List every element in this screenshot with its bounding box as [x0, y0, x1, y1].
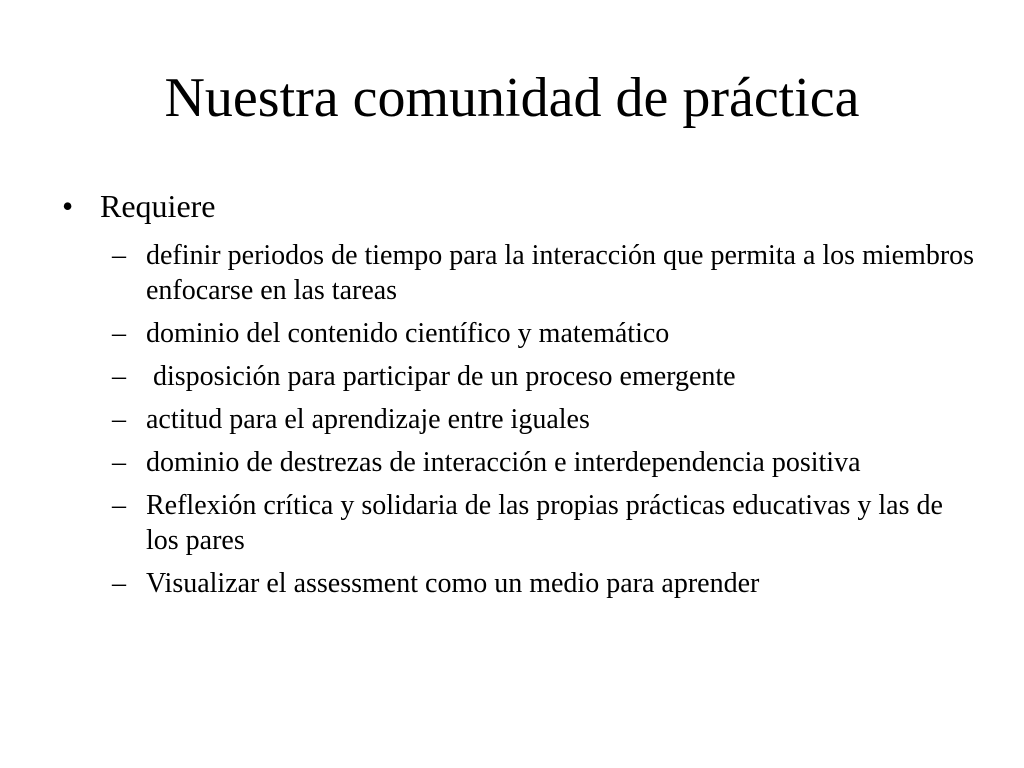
sub-bullet-text: definir periodos de tiempo para la interacción que permita a los miembros enfocarse en las tareas — [146, 240, 982, 306]
sub-bullet-item — [112, 359, 982, 394]
dash-marker: – — [112, 404, 126, 435]
dash-marker: – — [112, 318, 126, 349]
sub-bullet-item — [112, 316, 982, 351]
sub-bullet-text: dominio de destrezas de interacción e interdependencia positiva — [146, 447, 861, 478]
slide-title: Nuestra comunidad de práctica — [164, 67, 860, 129]
sub-bullet-text: actitud para el aprendizaje entre iguales — [146, 404, 590, 435]
dash-marker: – — [112, 447, 126, 478]
sub-bullet-item — [112, 566, 982, 601]
bullet-requiere — [62, 186, 216, 226]
sub-bullet-list — [112, 238, 982, 609]
dash-marker: – — [112, 490, 126, 521]
sub-bullet-text: disposición para participar de un proceso emergente — [146, 361, 736, 392]
sub-bullet-item — [112, 402, 982, 437]
sub-bullet-item — [112, 445, 982, 480]
sub-bullet-item — [112, 488, 982, 558]
bullet-text: Requiere — [100, 188, 216, 224]
sub-bullet-item — [112, 238, 982, 308]
sub-bullet-text: Reflexión crítica y solidaria de las propias prácticas educativas y las de los pares — [146, 490, 950, 556]
sub-bullet-text: Visualizar el assessment como un medio para aprender — [146, 568, 760, 599]
dash-marker: – — [112, 568, 126, 599]
dash-marker: – — [112, 361, 126, 392]
sub-bullet-text: dominio del contenido científico y matemático — [146, 318, 670, 349]
dash-marker: – — [112, 240, 126, 271]
bullet-marker: • — [62, 188, 74, 224]
